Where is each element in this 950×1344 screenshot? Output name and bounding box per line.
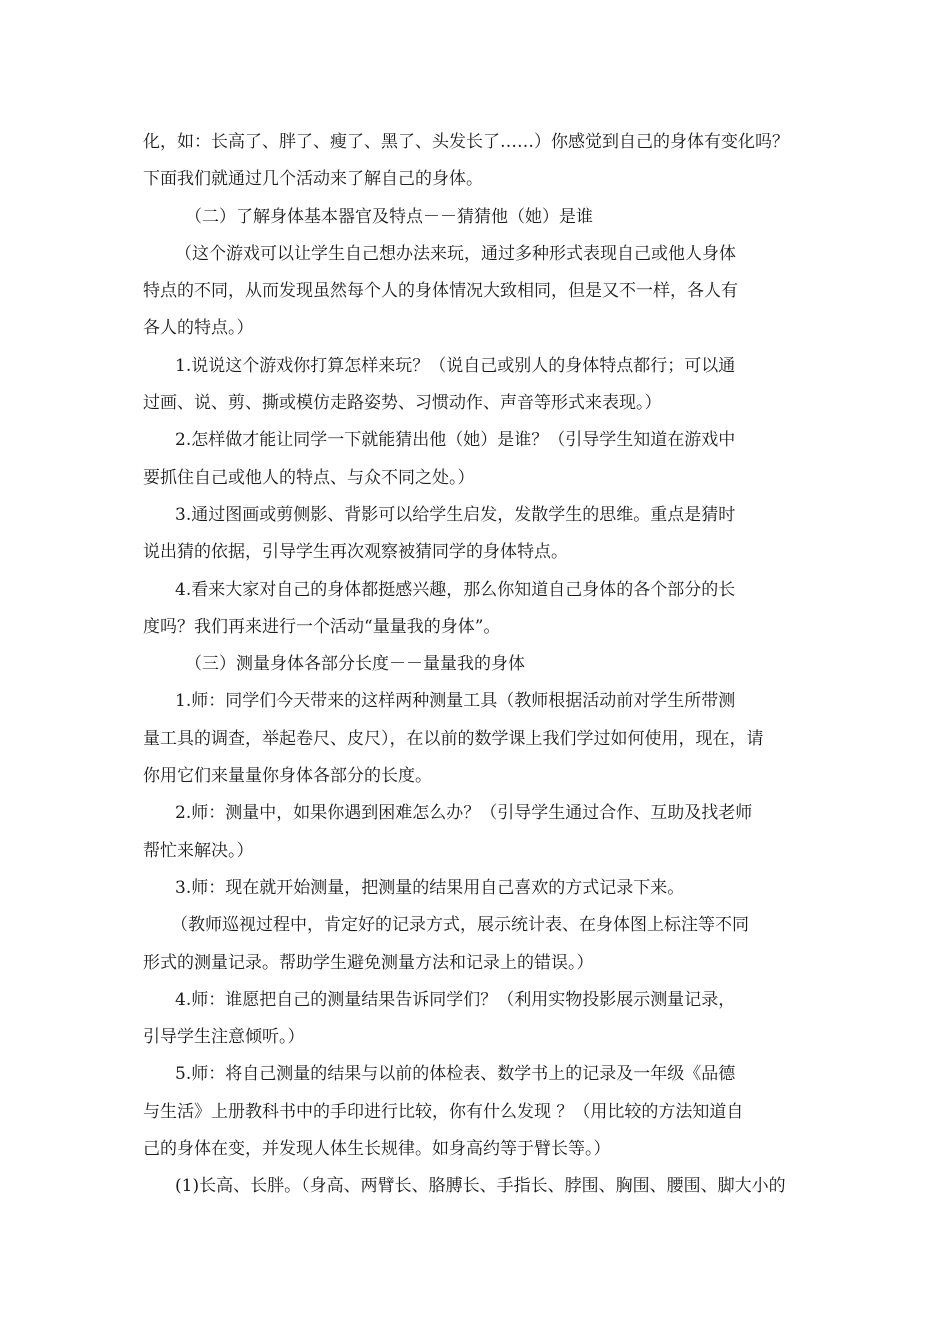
list-item: (1)长高、长胖。（身高、两臂长、胳膊长、手指长、脖围、胸围、腰围、脚大小的 xyxy=(175,1176,786,1197)
text-line: 引导学生注意倾听。） xyxy=(143,1027,305,1048)
text-line: 要抓住自己或他人的特点、与众不同之处。） xyxy=(143,467,475,488)
list-item: 1.师：同学们今天带来的这样两种测量工具（教师根据活动前对学生所带测 xyxy=(175,691,736,712)
list-item: 3.通过图画或剪侧影、背影可以给学生启发，发散学生的思维。重点是猜时 xyxy=(175,504,736,525)
section-heading: （三）测量身体各部分长度－－量量我的身体 xyxy=(185,654,525,675)
list-item: 5.师：将自己测量的结果与以前的体检表、数学书上的记录及一年级《品德 xyxy=(175,1064,736,1085)
text-line: 特点的不同，从而发现虽然每个人的身体情况大致相同，但是又不一样，各人有 xyxy=(143,281,738,302)
list-item: 4.师：谁愿把自己的测量结果告诉同学们？（利用实物投影展示测量记录， xyxy=(175,989,736,1010)
text-line: 己的身体在变，并发现人体生长规律。如身高约等于臂长等。） xyxy=(143,1139,611,1160)
text-line: 下面我们就通过几个活动来了解自己的身体。 xyxy=(143,169,483,190)
text-line: 化，如：长高了、胖了、瘦了、黑了、头发长了……）你感觉到自己的身体有变化吗？ xyxy=(143,132,789,152)
text-line: （这个游戏可以让学生自己想办法来玩，通过多种形式表现自己或他人身体 xyxy=(175,243,736,264)
list-item: 2.师：测量中，如果你遇到困难怎么办？（引导学生通过合作、互助及找老师 xyxy=(175,803,753,824)
text-line: 过画、说、剪、撕或模仿走路姿势、习惯动作、声音等形式来表现。） xyxy=(143,393,662,414)
list-item: 3.师：现在就开始测量，把测量的结果用自己喜欢的方式记录下来。 xyxy=(175,877,685,898)
text-line: 量工具的调查，举起卷尺、皮尺），在以前的数学课上我们学过如何使用，现在，请 xyxy=(143,728,764,749)
text-line: 你用它们来量量你身体各部分的长度。 xyxy=(143,766,432,787)
text-line: （教师巡视过程中，肯定好的记录方式，展示统计表、在身体图上标注等不同 xyxy=(171,915,749,936)
section-heading: （二）了解身体基本器官及特点－－猜猜他（她）是谁 xyxy=(185,206,593,227)
list-item: 4.看来大家对自己的身体都挺感兴趣，那么你知道自己身体的各个部分的长 xyxy=(175,579,736,600)
text-line: 与生活》上册教科书中的手印进行比较，你有什么发现 ？（用比较的方法知道自 xyxy=(143,1101,744,1122)
list-item: 1.说说这个游戏你打算怎样来玩？（说自己或别人的身体特点都行；可以通 xyxy=(175,355,736,376)
text-line: 各人的特点。） xyxy=(143,318,254,339)
text-line: 度吗？我们再来进行一个活动“量量我的身体”。 xyxy=(143,616,501,637)
list-item: 2.怎样做才能让同学一下就能猜出他（她）是谁？（引导学生知道在游戏中 xyxy=(175,430,736,451)
document-body xyxy=(143,124,815,1206)
text-line: 形式的测量记录。帮助学生避免测量方法和记录上的错误。） xyxy=(143,952,594,973)
text-line: 说出猜的依据，引导学生再次观察被猜同学的身体特点。 xyxy=(143,542,568,563)
text-line: 帮忙来解决。） xyxy=(143,840,254,861)
